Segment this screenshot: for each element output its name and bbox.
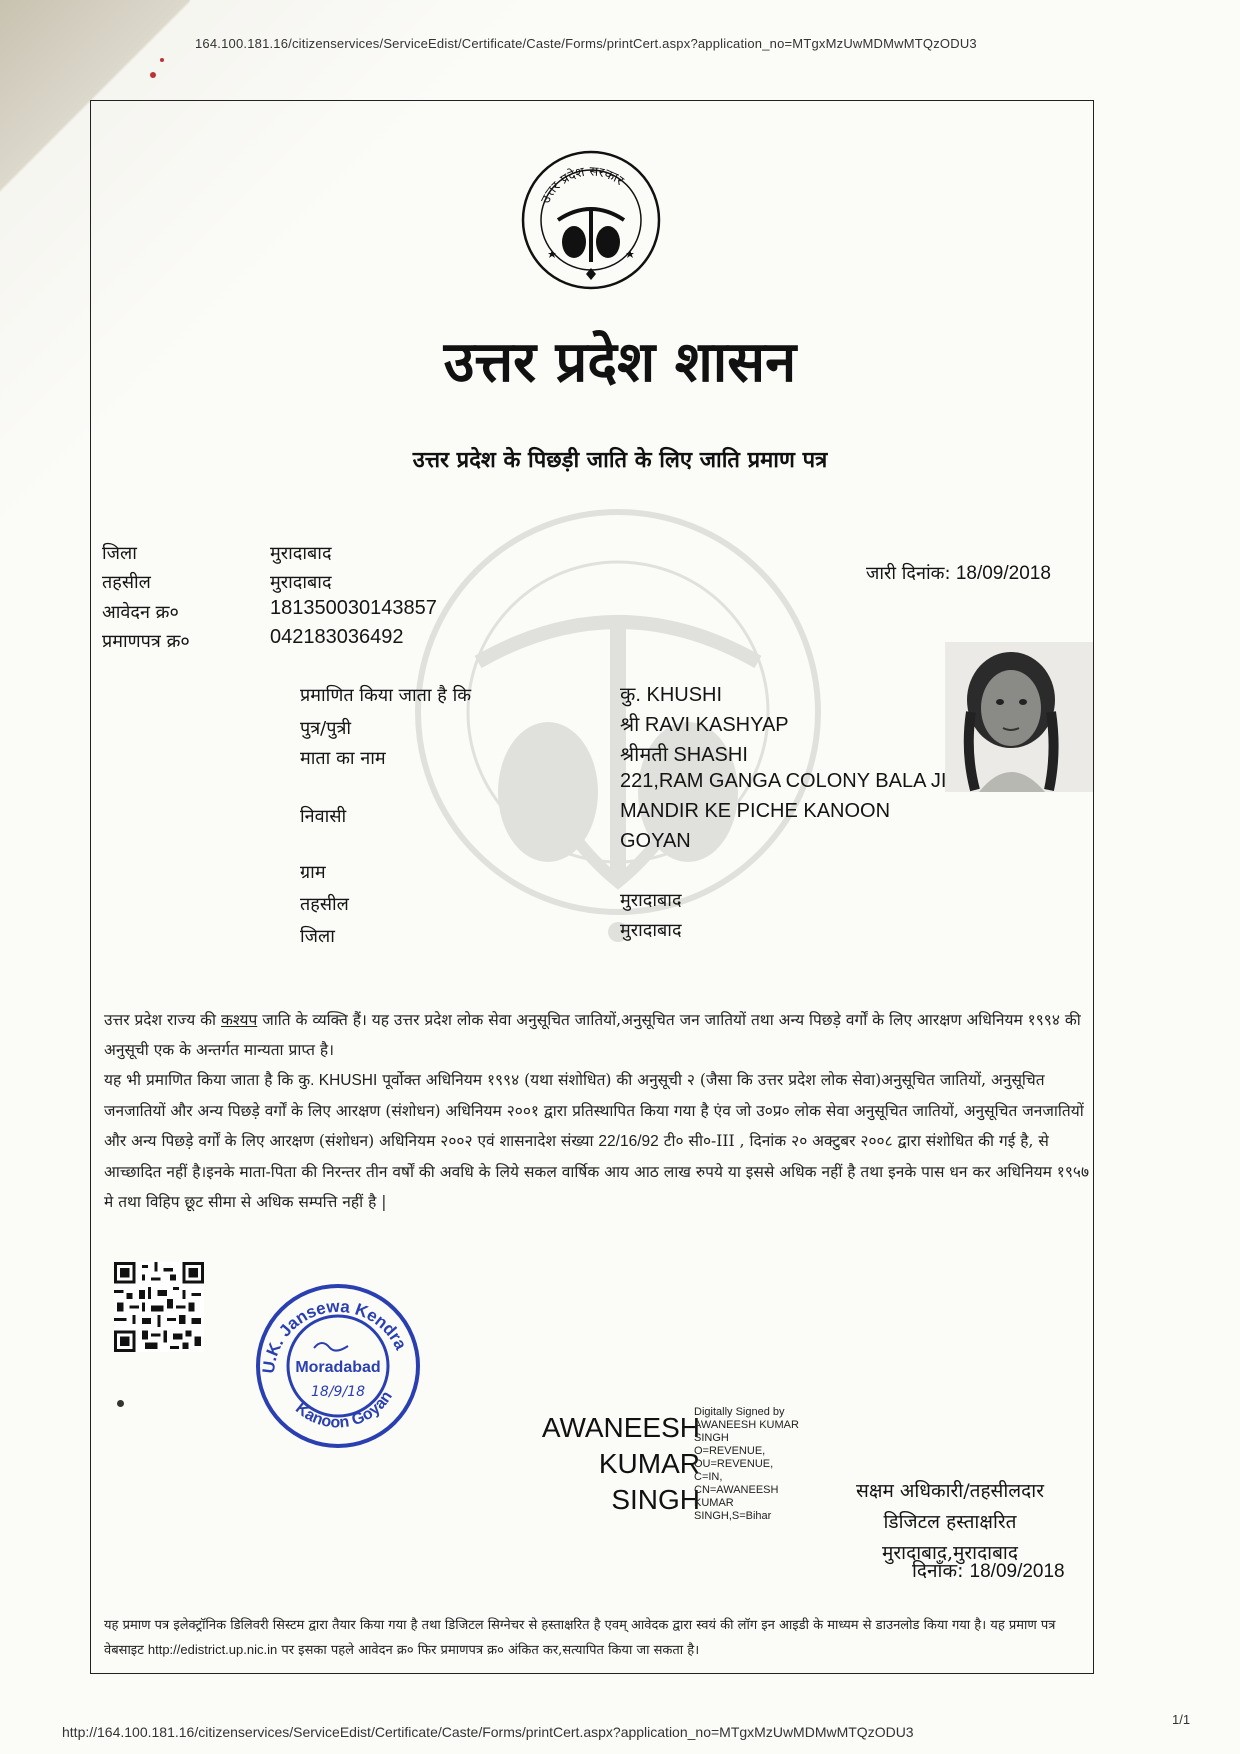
digital-signature-line: SINGH,S=Bihar [694,1510,772,1522]
body-applicant-name: कु. KHUSHI [298,1072,378,1089]
digital-signature-line: AWANEESH KUMAR [694,1419,799,1431]
district-value: मुरादाबाद [270,543,332,564]
digital-signature-line: OU=REVENUE, [694,1458,774,1470]
emblem-ring-text: उत्तर प्रदेश सरकार [538,164,627,207]
certificate-no-value: 042183036492 [270,626,404,648]
signatory-name [510,1410,700,1518]
stamp-ring-top: U.K. Jansewa Kendra [258,1296,411,1375]
application-no-label: आवेदन क्र० [102,602,179,623]
ink-speck [160,58,164,62]
signatory-name-line: AWANEESH [541,1412,700,1443]
issue-date-value: 18/09/2018 [955,563,1051,584]
authority-digital-signed: डिजिटल हस्ताक्षरित [883,1511,1017,1533]
body-text: जाति के व्यक्ति हैं। यह उत्तर प्रदेश लोक सेवा अनुसूचित जातियों,अनुसूचित जन जातियों तथा अन्य पिछड़े वर्गों के लिए आरक्षण अधिनियम १९९४ की अनुसूची एक के अन्तर्गत मान्यता प्राप्त है। [104,1011,1081,1059]
footnote-text: यह प्रमाण पत्र इलेक्ट्रॉनिक डिलिवरी सिस्टम द्वारा तैयार किया गया है तथा डिजिटल सिग्नेचर से हस्ताक्षरित है एवम् आवेदक द्वारा स्वयं की लॉग इन आइडी के माध्यम से डाउनलोड किया गया है। यह प्रमाण पत्र वेबसाइट [104,1618,1056,1658]
body-text: टी० सी०-III , दिनांक २० अक्टुबर २००८ द्वारा संशोधित की गई है, से आच्छादित नहीं है।इनके माता-पिता की निरन्तर तीन वर्षों की अवधि के लिये सकल वार्षिक आय आठ लाख रुपये या इससे अधिक नहीं है तथा इनके पास धन कर अधिनियम १९५७ मे तथा विहिप छूट सीमा से अधिक सम्पत्ति नहीं है | [104,1132,1090,1211]
certificate-title: उत्तर प्रदेश के पिछड़ी जाति के लिए जाति प्रमाण पत्र [412,448,828,473]
verification-qr-code [114,1262,204,1352]
ink-speck [150,72,156,78]
up-government-emblem [518,150,664,290]
digital-signature-line: KUMAR [694,1497,734,1509]
digital-signature-details [694,1406,834,1523]
stamp-ring-bottom: Kanoon Goyan [292,1388,396,1432]
person-district-label: जिला [300,926,335,947]
digital-signature-line: C=IN, [694,1471,723,1483]
parent-label: पुत्र/पुत्री [300,718,352,739]
village-label: ग्राम [300,862,326,883]
person-district-value: मुरादाबाद [620,920,682,941]
certified-label: प्रमाणित किया जाता है कि [300,685,472,706]
issue-date-label: जारी दिनांक: [866,563,951,584]
svg-text:उत्तर प्रदेश सरकार [538,164,626,206]
signing-date-value: 18/09/2018 [969,1561,1065,1582]
signatory-name-line: SINGH [611,1484,700,1515]
ink-dot [117,1400,124,1407]
resident-address: 221,RAM GANGA COLONY BALA JI MANDIR KE PICHE KANOON GOYAN [620,770,947,852]
mother-name: श्रीमती SHASHI [620,744,748,766]
signing-date [912,1557,1065,1583]
applicant-name: कु. KHUSHI [620,684,723,706]
digital-signature-line: Digitally Signed by [694,1406,785,1418]
application-no-value: 181350030143857 [270,597,437,619]
print-url-header: 164.100.181.16/citizenservices/ServiceEdist/Certificate/Caste/Forms/printCert.aspx?application_no=MTgxMzUwMDMwMTQzODU3 [195,36,977,51]
signing-date-label: दिनाँक: [912,1560,964,1582]
signing-authority [820,1476,1080,1569]
digital-signature-line: CN=AWANEESH [694,1484,779,1496]
district-label: जिला [102,543,137,564]
government-title: उत्तर प्रदेश शासन [443,329,797,395]
certificate-body [104,1005,1094,1217]
government-order-number: 22/16/92 [598,1133,659,1150]
body-text: उत्तर प्रदेश राज्य की [104,1011,221,1029]
digital-signature-line: SINGH [694,1432,729,1444]
father-name: श्री RAVI KASHYAP [620,714,789,736]
page-number: 1/1 [1172,1712,1191,1727]
stamp-center: Moradabad [295,1359,381,1376]
signatory-name-line: KUMAR [598,1448,700,1479]
tehsil-value: मुरादाबाद [270,572,332,593]
stamp-handwritten-date: 18/9/18 [311,1384,365,1400]
digital-signature-line: O=REVENUE, [694,1445,766,1457]
person-tehsil-value: मुरादाबाद [620,890,682,911]
verification-website: http://edistrict.up.nic.in [147,1642,278,1657]
footnote-text: पर इसका पहले आवेदन क्र० फिर प्रमाणपत्र क्र० अंकित कर,सत्यापित किया जा सकता है। [277,1643,700,1658]
authority-designation: सक्षम अधिकारी/तहसीलदार [856,1480,1044,1502]
person-tehsil-label: तहसील [300,894,349,915]
jansewa-kendra-stamp [252,1280,424,1452]
mother-label: माता का नाम [300,748,386,769]
authority-location: मुरादाबाद,मुरादाबाद [882,1542,1018,1564]
body-text: यह भी प्रमाणित किया जाता है कि [104,1071,299,1089]
body-text: पूर्वोक्त अधिनियम १९९४ (यथा संशोधित) की अनुसूची २ (जैसा कि उत्तर प्रदेश लोक सेवा)अनुसूचित जातियों, अनुसूचित जनजातियों और अन्य पिछड़े वर्गों के लिए आरक्षण (संशोधन) अधिनियम २००१ द्वारा प्रतिस्थापित किया गया है एंव जो उ०प्र० लोक सेवा अनुसूचित जातियों, अनुसूचित जनजातियों और अन्य पिछड़े वर्गों के लिए आरक्षण (संशोधन) अधिनियम २००२ एवं शासनादेश संख्या [104,1071,1084,1150]
issue-date [866,561,1051,585]
applicant-photo [945,642,1093,792]
print-url-footer: http://164.100.181.16/citizenservices/ServiceEdist/Certificate/Caste/Forms/printCert.aspx?application_no=MTgxMzUwMDMwMTQzODU3 [62,1724,914,1740]
resident-label: निवासी [300,806,347,827]
certificate-footnote [104,1614,1094,1663]
certificate-no-label: प्रमाणपत्र क्र० [102,631,190,652]
caste-name: कश्यप [220,1011,258,1029]
tehsil-label: तहसील [102,572,151,593]
